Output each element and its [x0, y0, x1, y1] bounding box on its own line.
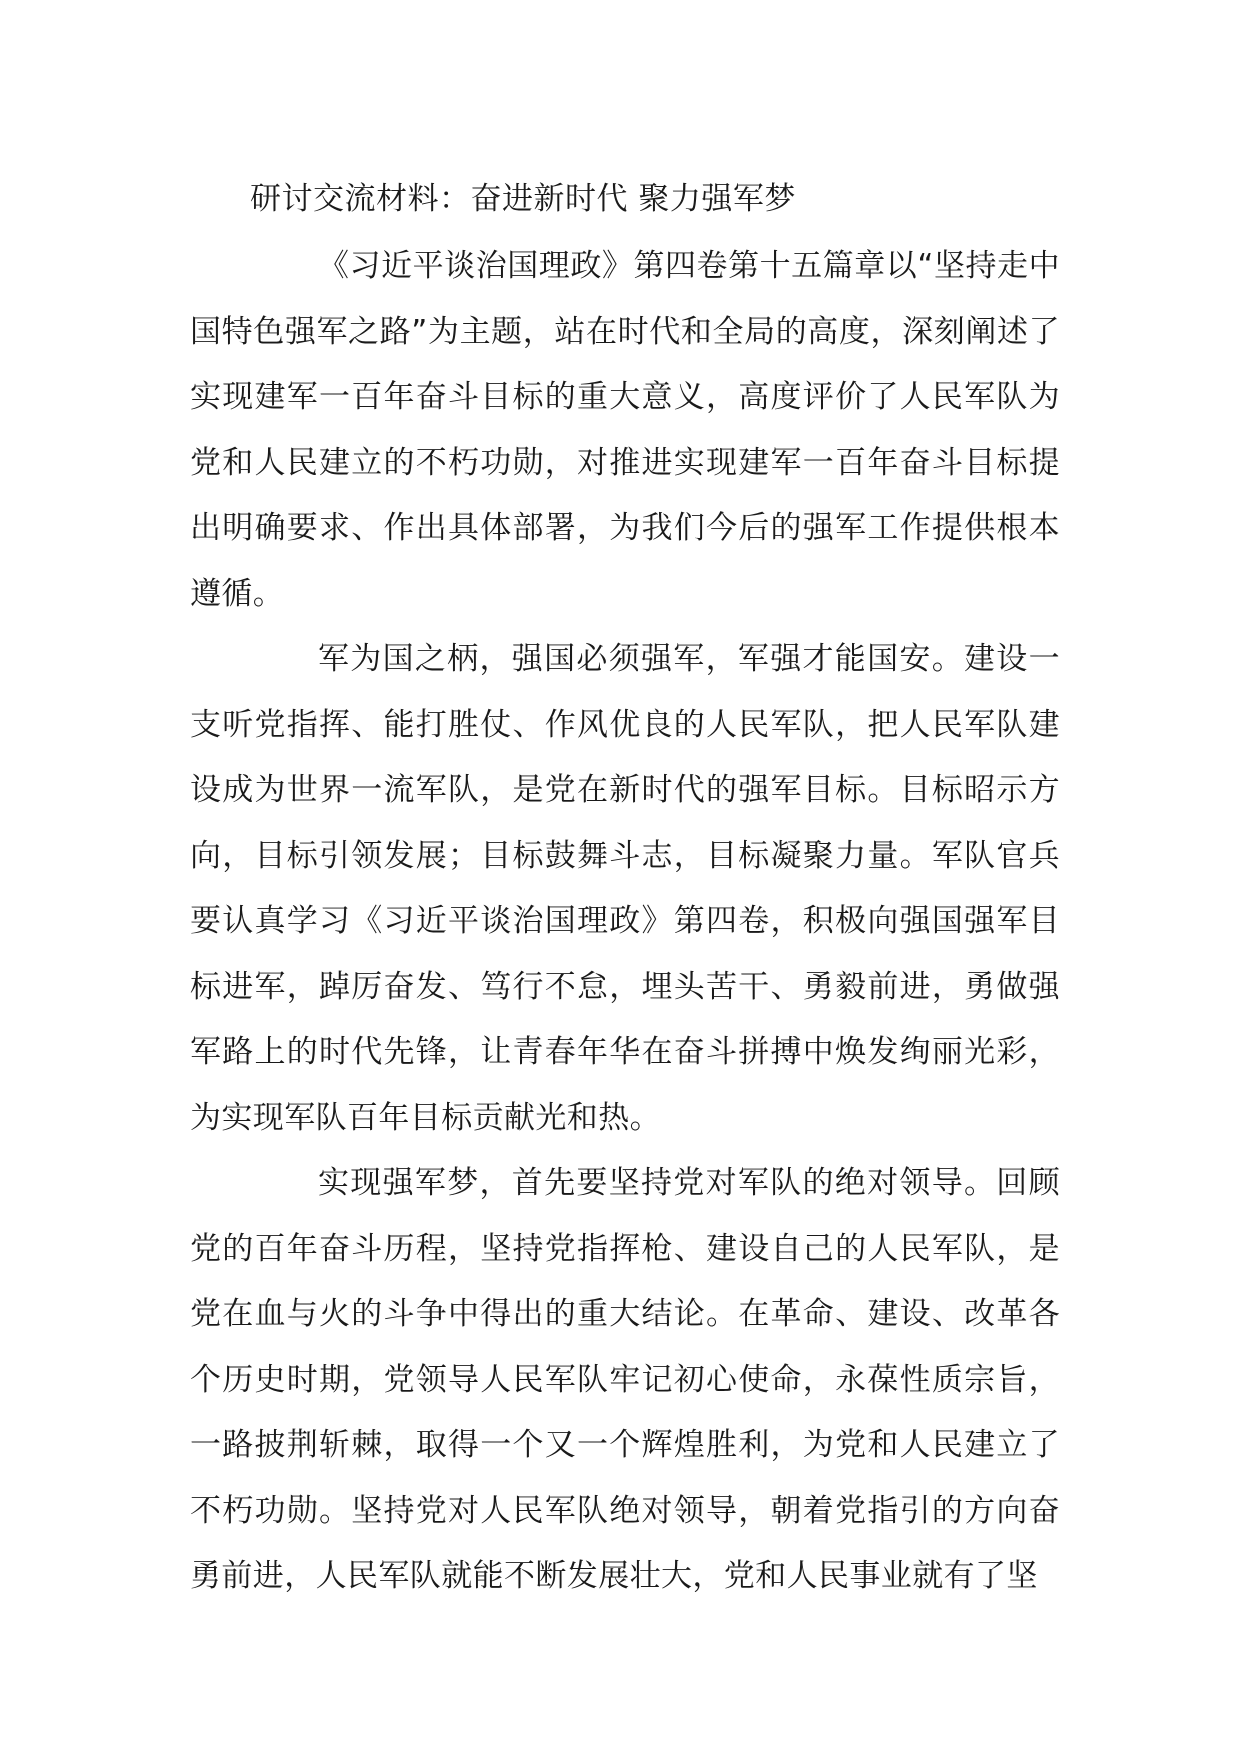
paragraph-3: 实现强军梦，首先要坚持党对军队的绝对领导。回顾党的百年奋斗历程，坚持党指挥枪、建设自己的人民军队，是党在血与火的斗争中得出的重大结论。在革命、建设、改革各个历史时期，党领导人民军队牢记初心使命，永葆性质宗旨，一路披荆斩棘，取得一个又一个辉煌胜利，为党和人民建立了不朽功勋。坚持党对人民军队绝对领导，朝着党指引的方向奋勇前进，人民军队就能不断发展壮大，党和人民事业就有了坚	[190, 1165, 1060, 1594]
paragraph-1: 《习近平谈治国理政》第四卷第十五篇章以“坚持走中国特色强军之路”为主题，站在时代和全局的高度，深刻阐述了实现建军一百年奋斗目标的重大意义，高度评价了人民军队为党和人民建立的不朽功勋，对推进实现建军一百年奋斗目标提出明确要求、作出具体部署，为我们今后的强军工作提供根本遵循。	[190, 248, 1060, 612]
paragraph-2: 军为国之柄，强国必须强军，军强才能国安。建设一支听党指挥、能打胜仗、作风优良的人民军队，把人民军队建设成为世界一流军队，是党在新时代的强军目标。目标昭示方向，目标引领发展；目标鼓舞斗志，目标凝聚力量。军队官兵要认真学习《习近平谈治国理政》第四卷，积极向强国强军目标进军，踔厉奋发、笃行不怠，埋头苦干、勇毅前进，勇做强军路上的时代先锋，让青春年华在奋斗拼搏中焕发绚丽光彩，为实现军队百年目标贡献光和热。	[190, 641, 1060, 1136]
document-body	[190, 168, 1060, 1610]
document-title: 研讨交流材料：奋进新时代 聚力强军梦	[250, 181, 796, 217]
